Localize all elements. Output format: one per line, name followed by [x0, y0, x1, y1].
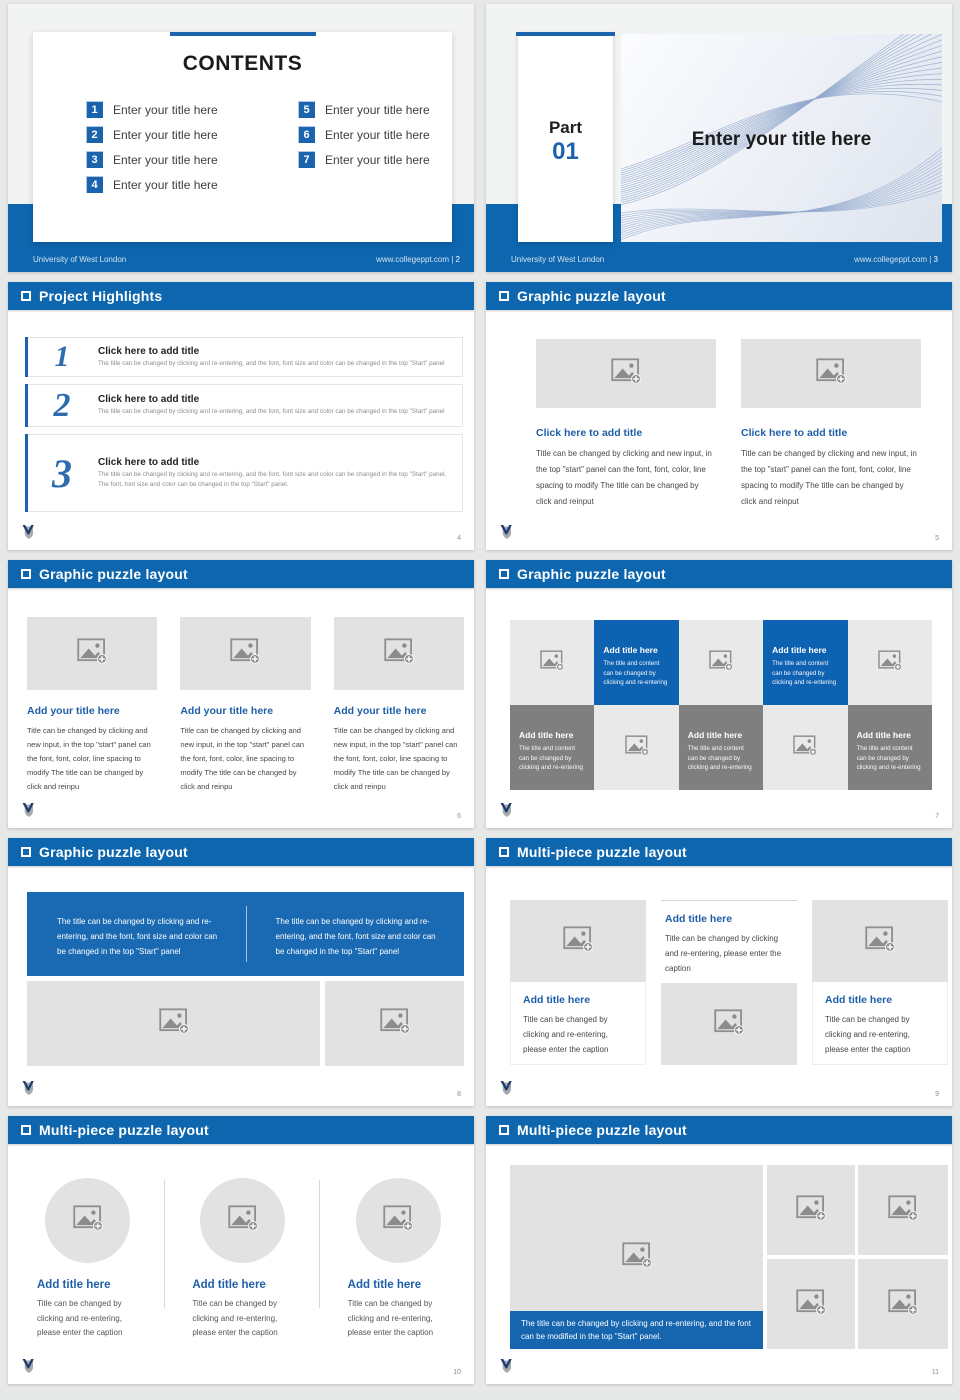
image-placeholder — [510, 900, 646, 982]
highlight-title: Click here to add title — [98, 456, 200, 468]
slide-header-bar — [8, 838, 474, 866]
image-caption-bar: The title can be changed by clicking and re-entering, and the font can be modified in the top "Start" panel. — [510, 1311, 763, 1349]
slide-header-title: Graphic puzzle layout — [39, 566, 188, 582]
item-label: Enter your title here — [325, 102, 430, 117]
slide-project-highlights[interactable] — [8, 282, 474, 550]
image-placeholder — [767, 1165, 855, 1255]
image-placeholder-icon — [796, 1289, 826, 1320]
shield-logo-icon — [499, 1080, 514, 1097]
gray-text-tile — [848, 705, 932, 790]
item-label: Enter your title here — [113, 177, 218, 192]
item-label: Enter your title here — [113, 102, 218, 117]
content-column — [8, 1178, 163, 1341]
column-body: Title can be changed by clicking and re-entering, please enter the caption — [523, 1015, 609, 1054]
highlight-row — [25, 384, 463, 427]
image-placeholder — [325, 981, 464, 1066]
highlight-body: The title can be changed by clicking and re-entering, and the font, font size and color can be changed in the top "Start" panel — [98, 359, 445, 367]
column-body: Title can be changed by clicking and re-entering, please enter the caption — [37, 1299, 123, 1337]
column-body: Title can be changed by clicking and re-entering, please enter the caption — [347, 1299, 434, 1337]
image-placeholder-icon — [73, 1205, 103, 1236]
image-grid — [767, 1165, 948, 1349]
contents-item — [86, 101, 236, 118]
image-placeholder-icon — [625, 735, 649, 761]
content-column — [163, 1178, 318, 1341]
slide-graphic-puzzle-tiles[interactable] — [486, 560, 952, 828]
highlight-number: 2 — [53, 386, 71, 424]
content-column — [812, 900, 948, 1065]
part-title-panel — [621, 34, 942, 242]
image-placeholder-icon — [380, 1008, 410, 1039]
image-placeholder — [510, 620, 594, 705]
slide-graphic-puzzle-2col[interactable] — [486, 282, 952, 550]
contents-title: CONTENTS — [182, 52, 303, 75]
highlight-number: 3 — [52, 450, 72, 496]
content-column — [319, 1178, 474, 1341]
circle-image-placeholder — [45, 1178, 130, 1263]
image-placeholder — [27, 981, 320, 1066]
part-label: Part — [548, 118, 583, 137]
image-placeholder-icon — [228, 1205, 258, 1236]
item-label: Enter your title here — [113, 127, 218, 142]
item-number-badge: 1 — [86, 101, 103, 118]
image-placeholder-icon — [384, 638, 414, 669]
image-placeholder — [858, 1165, 948, 1255]
slide-header-title: Project Highlights — [39, 288, 163, 304]
image-row — [27, 981, 464, 1066]
checkbox-icon — [499, 291, 509, 301]
slide-header-title: Multi-piece puzzle layout — [517, 1122, 687, 1138]
three-column-layout — [27, 617, 464, 794]
content-column — [180, 617, 310, 794]
column-body: Title can be changed by clicking and re-entering, please enter the caption — [825, 1015, 911, 1054]
contents-item — [298, 126, 448, 143]
item-label: Enter your title here — [113, 152, 218, 167]
slide-graphic-puzzle-bluebox[interactable] — [8, 838, 474, 1106]
tile-body: The title and content can be changed by clicking and re-entering — [772, 660, 837, 686]
slide-page-number: 4 — [457, 535, 461, 542]
shield-logo-icon — [21, 1358, 36, 1375]
image-placeholder-icon — [77, 638, 107, 669]
slide-contents[interactable] — [8, 4, 474, 272]
image-placeholder-icon — [793, 735, 817, 761]
shield-logo-icon — [499, 524, 514, 541]
highlight-body: The title can be changed by clicking and re-entering, and the font, font size and color can be changed in the top "Start" panel. The font, font size and color can be changed in the top "Start" panel. — [98, 470, 447, 488]
slide-header-bar — [8, 282, 474, 310]
image-placeholder-icon — [888, 1289, 918, 1320]
tile-title: Add title here — [772, 645, 827, 655]
image-placeholder — [679, 620, 763, 705]
large-image-placeholder — [510, 1165, 763, 1349]
tile-title: Add title here — [856, 730, 911, 740]
contents-list — [33, 101, 452, 193]
slide-header-bar — [8, 560, 474, 588]
tile-title: Add title here — [519, 730, 574, 740]
content-column — [536, 339, 716, 510]
slide-header-bar — [486, 282, 952, 310]
shield-logo-icon — [499, 1358, 514, 1375]
image-placeholder — [180, 617, 310, 690]
checkbox-icon — [499, 847, 509, 857]
slide-header-title: Graphic puzzle layout — [517, 288, 666, 304]
contents-item — [298, 151, 448, 168]
column-title: Add title here — [347, 1279, 422, 1291]
blue-text-box — [27, 892, 464, 976]
image-placeholder — [858, 1259, 948, 1349]
checkbox-icon — [21, 291, 31, 301]
column-title: Add title here — [825, 994, 893, 1006]
item-number-badge: 4 — [86, 176, 103, 193]
tile-body: The title and content can be changed by clicking and re-entering — [519, 745, 583, 771]
column-body: Title can be changed by clicking and new input, in the top "start" panel can the font, font, color, line spacing to modify The title can be changed by click and reinpu — [180, 726, 305, 791]
content-column — [741, 339, 921, 510]
highlight-row — [25, 337, 463, 377]
checkbox-icon — [499, 569, 509, 579]
image-placeholder — [27, 617, 157, 690]
image-placeholder-icon — [563, 926, 593, 957]
part-number: 01 — [552, 137, 579, 165]
three-column-layout — [510, 900, 948, 1065]
highlight-number: 1 — [54, 340, 70, 373]
checkbox-icon — [21, 847, 31, 857]
contents-column-left — [86, 101, 236, 193]
part-title: Enter your title here — [691, 129, 872, 150]
slide-graphic-puzzle-3col[interactable] — [8, 560, 474, 828]
contents-card — [33, 32, 452, 242]
item-label: Enter your title here — [325, 152, 430, 167]
slide-header-bar — [486, 1116, 952, 1144]
tile-body: The title and content can be changed by clicking and re-entering — [687, 745, 752, 771]
column-title: Click here to add title — [536, 427, 643, 439]
two-column-layout — [536, 339, 921, 510]
image-placeholder — [812, 900, 948, 982]
checkbox-icon — [21, 1125, 31, 1135]
column-body: Title can be changed by clicking and re-entering, please enter the caption — [665, 934, 782, 973]
contents-item — [86, 126, 236, 143]
blue-text-tile — [763, 620, 847, 705]
shield-logo-icon — [21, 802, 36, 819]
slide-header-title: Graphic puzzle layout — [39, 844, 188, 860]
column-title: Add your title here — [180, 705, 274, 717]
three-column-layout — [8, 1178, 474, 1341]
column-title: Add title here — [523, 994, 591, 1006]
footer-organization: University of West London — [33, 255, 127, 264]
item-number-badge: 5 — [298, 101, 315, 118]
tile-title: Add title here — [687, 730, 743, 740]
highlights-list — [25, 337, 463, 512]
content-column — [510, 900, 646, 1065]
contents-item — [86, 176, 236, 193]
circle-image-placeholder — [356, 1178, 441, 1263]
image-placeholder-icon — [622, 1242, 652, 1273]
slide-header-bar — [486, 560, 952, 588]
content-column — [27, 617, 157, 794]
item-number-badge: 7 — [298, 151, 315, 168]
slide-page-number: 3 — [933, 255, 938, 264]
slide-page-number: 8 — [457, 1091, 461, 1098]
image-placeholder — [661, 983, 797, 1065]
contents-item — [86, 151, 236, 168]
slide-page-number: 7 — [935, 813, 939, 820]
contents-column-right — [298, 101, 448, 193]
footer-website-page: www.collegeppt.com | 2 — [376, 255, 460, 264]
slide-page-number: 10 — [453, 1369, 461, 1376]
shield-logo-icon — [21, 524, 36, 541]
item-number-badge: 6 — [298, 126, 315, 143]
gray-text-tile — [510, 705, 594, 790]
image-placeholder-icon — [611, 358, 641, 389]
gray-text-tile — [679, 705, 763, 790]
highlight-title: Click here to add title — [98, 345, 200, 357]
content-column — [334, 617, 464, 794]
shield-logo-icon — [21, 1080, 36, 1097]
item-label: Enter your title here — [325, 127, 430, 142]
column-title: Add title here — [192, 1279, 266, 1291]
tile-grid — [510, 620, 932, 790]
slide-header-title: Multi-piece puzzle layout — [517, 844, 687, 860]
column-title: Add your title here — [27, 705, 120, 717]
slide-page-number: 5 — [935, 535, 939, 542]
content-column — [661, 900, 797, 1065]
item-number-badge: 2 — [86, 126, 103, 143]
footer-website-page: www.collegeppt.com | 3 — [854, 255, 938, 264]
slide-header-title: Multi-piece puzzle layout — [39, 1122, 209, 1138]
image-placeholder-icon — [796, 1195, 826, 1226]
image-placeholder-icon — [816, 358, 846, 389]
image-placeholder — [763, 705, 847, 790]
column-title: Click here to add title — [741, 427, 848, 439]
accent-bar — [25, 337, 28, 377]
accent-bar — [25, 434, 28, 512]
highlight-body: The title can be changed by clicking and re-entering, and the font, font size and color can be changed in the top "Start" panel — [98, 408, 445, 415]
image-placeholder — [767, 1259, 855, 1349]
slide-page-number: 9 — [935, 1091, 939, 1098]
tile-body: The title and content can be changed by clicking and re-entering — [603, 660, 668, 686]
column-title: Add title here — [665, 913, 733, 925]
tile-body: The title and content can be changed by clicking and re-entering — [856, 745, 921, 771]
highlight-title: Click here to add title — [98, 394, 200, 405]
column-body: Title can be changed by clicking and new input, in the top "start" panel can the font, font, color, line spacing to modify The title can be changed by click and reinput — [536, 449, 712, 506]
column-title: Add your title here — [333, 705, 427, 717]
image-placeholder-icon — [888, 1195, 918, 1226]
tile-title: Add title here — [603, 645, 658, 655]
slide-header-bar — [8, 1116, 474, 1144]
image-placeholder — [536, 339, 716, 408]
blue-box-text: The title can be changed by clicking and re-entering, and the font, font size and color can be changed in the top "Start" panel — [57, 917, 218, 956]
circle-image-placeholder — [200, 1178, 285, 1263]
contents-item — [298, 101, 448, 118]
image-placeholder — [334, 617, 464, 690]
image-placeholder-icon — [878, 650, 902, 676]
slide-header-bar — [486, 838, 952, 866]
image-placeholder-icon — [709, 650, 733, 676]
checkbox-icon — [21, 569, 31, 579]
accent-bar — [25, 384, 28, 427]
slide-multi-piece-grid[interactable] — [486, 1116, 952, 1384]
image-placeholder — [594, 705, 678, 790]
highlight-row — [25, 434, 463, 512]
image-placeholder-icon — [230, 638, 260, 669]
part-number-panel — [518, 32, 613, 242]
image-placeholder — [848, 620, 932, 705]
slide-page-number: 6 — [457, 813, 461, 820]
image-placeholder-icon — [540, 650, 564, 676]
image-placeholder-icon — [383, 1205, 413, 1236]
blue-box-text: The title can be changed by clicking and re-entering, and the font, font size and color can be changed in the top "Start" panel — [275, 917, 436, 956]
shield-logo-icon — [499, 802, 514, 819]
column-body: Title can be changed by clicking and re-entering, please enter the caption — [192, 1299, 278, 1337]
item-number-badge: 3 — [86, 151, 103, 168]
blue-text-tile — [594, 620, 678, 705]
slide-part-01[interactable] — [486, 4, 952, 272]
image-placeholder-icon — [159, 1008, 189, 1039]
column-body: Title can be changed by clicking and new input, in the top "start" panel can the font, font, color, line spacing to modify The title can be changed by click and reinpu — [333, 726, 458, 791]
slide-multi-piece-3col[interactable] — [486, 838, 952, 1106]
column-body: Title can be changed by clicking and new input, in the top "start" panel can the font, font, color, line spacing to modify The title can be changed by click and reinput — [741, 449, 917, 506]
slide-page-number: 2 — [455, 255, 460, 264]
slide-header-title: Graphic puzzle layout — [517, 566, 666, 582]
slide-multi-piece-circles[interactable] — [8, 1116, 474, 1384]
checkbox-icon — [499, 1125, 509, 1135]
image-placeholder — [741, 339, 921, 408]
slide-page-number: 11 — [931, 1369, 939, 1376]
column-title: Add title here — [37, 1279, 111, 1291]
column-body: Title can be changed by clicking and new input, in the top "start" panel can the font, font, color, line spacing to modify The title can be changed by click and reinpu — [27, 726, 151, 791]
footer-organization: University of West London — [511, 255, 605, 264]
image-placeholder-icon — [865, 926, 895, 957]
image-placeholder-icon — [714, 1009, 744, 1040]
